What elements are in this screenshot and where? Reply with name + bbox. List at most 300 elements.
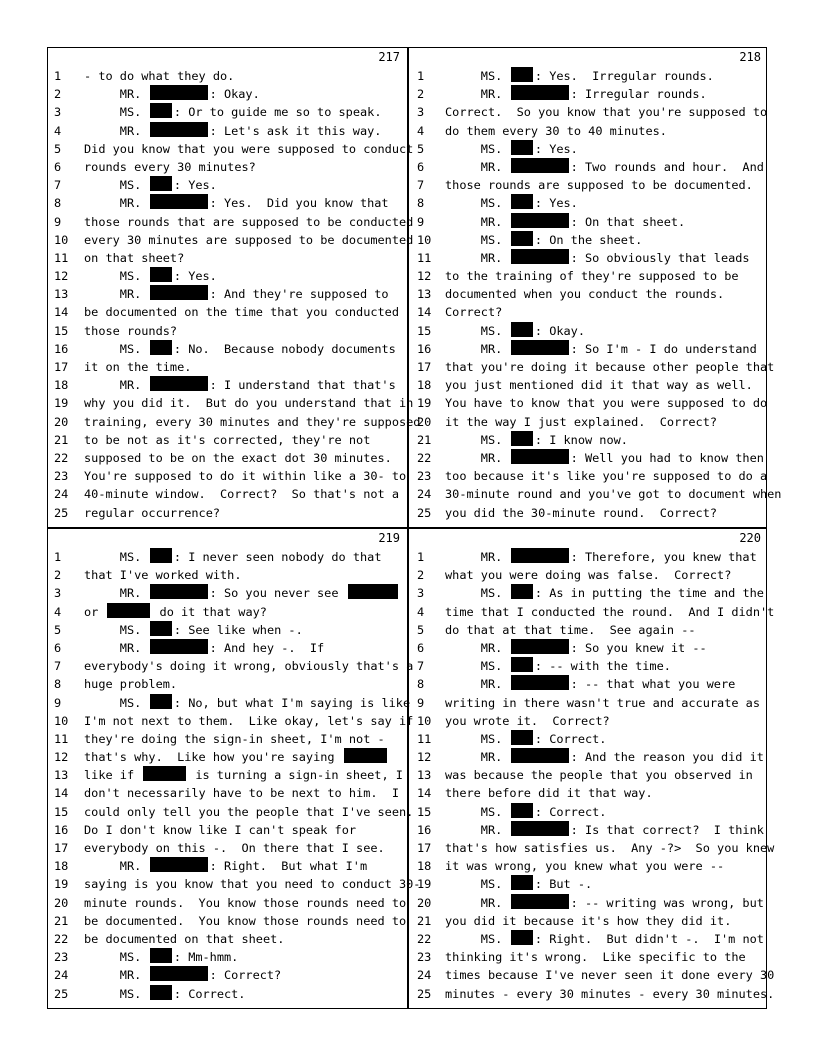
line-text: MR. : -- writing was wrong, but [445, 895, 764, 910]
line-number: 5 [54, 141, 62, 156]
redaction-box [511, 158, 568, 173]
transcript-line [409, 748, 767, 766]
transcript-line [409, 231, 767, 249]
redaction-box [511, 67, 532, 82]
line-text: You have to know that you were supposed to do [445, 396, 768, 411]
line-number: 9 [54, 695, 62, 710]
line-number: 4 [54, 604, 62, 619]
line-text: Do I don't know like I can't speak for [84, 822, 357, 837]
line-text: MR. : And hey -. If [84, 640, 325, 655]
transcript-line [409, 803, 767, 821]
line-number: 6 [417, 640, 425, 655]
line-number: 23 [417, 950, 432, 965]
transcript-line [48, 85, 406, 103]
line-number: 1 [417, 550, 425, 564]
line-text: rounds every 30 minutes? [84, 159, 256, 174]
line-text: you did it because it's how they did it. [445, 913, 732, 928]
transcript-line [48, 748, 406, 766]
line-text: training, every 30 minutes and they're supposed [84, 414, 421, 429]
transcript-line [48, 467, 406, 485]
page-217 [48, 48, 421, 528]
line-number: 24 [54, 487, 69, 502]
line-text: MS. : Yes. [445, 196, 578, 211]
line-text: MS. : Correct. [445, 731, 607, 746]
line-number: 14 [54, 305, 69, 320]
redaction-box [150, 621, 171, 636]
line-number: 11 [54, 731, 69, 746]
redaction-box [511, 875, 532, 890]
transcript-line [409, 821, 767, 839]
line-number: 8 [417, 677, 425, 692]
line-number: 7 [54, 659, 62, 674]
line-number: 7 [417, 178, 425, 193]
line-number: 3 [417, 586, 425, 601]
transcript-line [48, 504, 406, 522]
transcript-line [48, 548, 406, 566]
line-number: 19 [417, 396, 432, 411]
transcript-line [48, 621, 406, 639]
line-number: 8 [54, 677, 62, 692]
redaction-box [150, 103, 171, 118]
redaction-box [150, 376, 207, 391]
line-number: 23 [54, 950, 69, 965]
line-text: MS. : Correct. [84, 986, 246, 1001]
line-number: 14 [54, 786, 69, 801]
line-text: MS. : Okay. [445, 323, 585, 338]
transcript-line [48, 584, 406, 602]
line-text: writing in there wasn't true and accurate as [445, 695, 760, 710]
transcript-line [48, 985, 406, 1003]
transcript-line [48, 603, 406, 621]
line-number: 10 [54, 232, 69, 247]
line-text: MS. : I know now. [445, 432, 628, 447]
transcript-line [409, 303, 767, 321]
line-number: 19 [54, 877, 69, 892]
line-number: 23 [417, 469, 432, 484]
transcript-line [409, 67, 767, 85]
transcript-line [409, 694, 767, 712]
transcript-sheet [47, 47, 782, 1009]
line-number: 22 [417, 931, 432, 946]
transcript-line [409, 948, 767, 966]
line-text: what you were doing was false. Correct? [445, 568, 732, 583]
transcript-line [409, 930, 767, 948]
line-text: MR. : Right. But what I'm [84, 859, 368, 874]
line-number: 15 [417, 323, 432, 338]
line-number: 3 [417, 105, 425, 120]
line-number: 8 [417, 196, 425, 211]
transcript-line [48, 103, 406, 121]
line-text: saying is you know that you need to conduct 30- [84, 877, 421, 892]
transcript-line [409, 431, 767, 449]
transcript-line [48, 875, 421, 893]
line-text: 30-minute round and you've got to document when [445, 487, 782, 502]
line-number: 15 [417, 804, 432, 819]
line-number: 6 [54, 640, 62, 655]
transcript-line [48, 303, 406, 321]
page-number: 220 [739, 531, 761, 545]
transcript-line [48, 675, 406, 693]
line-text: everybody on this -. On there that I see. [84, 841, 385, 855]
redaction-box [511, 231, 532, 246]
line-number: 12 [417, 269, 432, 284]
transcript-line [48, 358, 406, 376]
line-text: MR. : Therefore, you knew that [445, 550, 757, 564]
line-text: MR. : So you knew it -- [445, 640, 707, 655]
line-text: MS. : I never seen nobody do that [84, 550, 382, 564]
transcript-line [48, 394, 414, 412]
line-number: 13 [417, 768, 432, 783]
transcript-line [409, 376, 767, 394]
line-number: 20 [54, 414, 69, 429]
line-number: 16 [417, 822, 432, 837]
transcript-line [48, 322, 406, 340]
transcript-lines [48, 548, 421, 1003]
line-text: Correct? [445, 305, 503, 320]
transcript-line [48, 194, 406, 212]
transcript-line [48, 839, 406, 857]
line-text: there before did it that way. [445, 786, 653, 801]
line-text: MS. : As in putting the time and the [445, 586, 764, 601]
transcript-line [48, 948, 406, 966]
line-number: 18 [54, 378, 69, 393]
line-number: 4 [417, 123, 425, 138]
line-text: MR. : Yes. Did you know that [84, 196, 389, 211]
transcript-line [409, 485, 782, 503]
transcript-line [409, 912, 767, 930]
line-number: 1 [54, 69, 62, 83]
line-number: 19 [417, 877, 432, 892]
line-text: you wrote it. Correct? [445, 713, 610, 728]
line-text: MR. : Correct? [84, 968, 282, 983]
line-text: MR. : And the reason you did it [445, 750, 764, 765]
line-text: it on the time. [84, 360, 192, 374]
redaction-box [150, 194, 207, 209]
line-number: 21 [54, 913, 69, 928]
line-text: supposed to be on the exact dot 30 minutes. [84, 450, 392, 465]
transcript-line [48, 413, 421, 431]
line-number: 5 [417, 622, 425, 637]
transcript-line [48, 285, 406, 303]
line-number: 16 [417, 341, 432, 356]
line-number: 9 [54, 214, 62, 229]
line-text: MR. : Well you had to know then [445, 450, 764, 465]
line-number: 17 [417, 841, 432, 855]
redaction-box [150, 584, 207, 599]
transcript-line [48, 267, 406, 285]
line-text: that's why. Like how you're saying [84, 748, 389, 766]
transcript-line [409, 504, 767, 522]
line-text: do that at that time. See again -- [445, 622, 696, 637]
transcript-line [48, 694, 411, 712]
line-number: 20 [54, 895, 69, 910]
transcript-line [409, 712, 767, 730]
line-number: 10 [54, 713, 69, 728]
line-number: 22 [54, 931, 69, 946]
line-text: they're doing the sign-in sheet, I'm not - [84, 731, 385, 746]
transcript-line [409, 966, 775, 984]
redaction-box [150, 85, 207, 100]
line-text: Correct. So you know that you're supposed to [445, 105, 768, 120]
transcript-line [48, 766, 406, 784]
line-text: MR. : So you never see [84, 584, 400, 602]
transcript-line [409, 621, 767, 639]
redaction-box [511, 639, 568, 654]
line-number: 22 [417, 450, 432, 465]
line-number: 2 [417, 87, 425, 102]
line-number: 12 [54, 750, 69, 765]
line-number: 14 [417, 786, 432, 801]
transcript-line [409, 603, 775, 621]
transcript-line [409, 449, 767, 467]
line-number: 20 [417, 414, 432, 429]
transcript-line [409, 839, 775, 857]
transcript-line [409, 213, 767, 231]
line-text: times because I've never seen it done every 30 [445, 968, 775, 983]
line-number: 13 [54, 287, 69, 302]
line-number: 17 [417, 360, 432, 374]
redaction-box [150, 340, 171, 355]
redaction-box [150, 985, 171, 1000]
line-text: regular occurrence? [84, 505, 221, 520]
line-text: MR. : -- that what you were [445, 677, 736, 692]
redaction-box [511, 85, 568, 100]
transcript-line [409, 358, 775, 376]
transcript-lines [48, 67, 421, 522]
line-text: why you did it. But do you understand that in [84, 396, 414, 411]
redaction-box [511, 548, 568, 563]
transcript-lines [409, 548, 775, 1003]
transcript-line [409, 766, 767, 784]
transcript-line [409, 285, 767, 303]
line-text: every 30 minutes are supposed to be documented [84, 232, 414, 247]
line-number: 11 [417, 250, 432, 265]
redaction-box [511, 322, 532, 337]
line-text: MR. : Okay. [84, 87, 260, 102]
transcript-line [409, 584, 767, 602]
transcript-line [48, 566, 406, 584]
line-number: 25 [417, 505, 432, 520]
line-text: be documented on the time that you conducted [84, 305, 399, 320]
line-text: it was wrong, you knew what you were -- [445, 859, 725, 874]
transcript-line [409, 548, 767, 566]
line-text: you did the 30-minute round. Correct? [445, 505, 718, 520]
redaction-box [150, 122, 207, 137]
line-text: MS. : Yes. [445, 141, 578, 156]
line-text: MS. : No, but what I'm saying is like [84, 695, 411, 710]
line-text: MS. : Yes. [84, 269, 217, 284]
page-220 [409, 529, 775, 1009]
transcript-line [48, 485, 406, 503]
line-text: - to do what they do. [84, 69, 235, 83]
line-number: 2 [54, 568, 62, 583]
line-text: MS. : Or to guide me so to speak. [84, 105, 382, 120]
redaction-box [511, 821, 568, 836]
transcript-line [48, 803, 414, 821]
transcript-line [48, 857, 406, 875]
line-text: those rounds? [84, 323, 178, 338]
line-number: 25 [54, 986, 69, 1001]
line-text: time that I conducted the round. And I didn't [445, 604, 775, 619]
transcript-line [409, 657, 767, 675]
line-text: Did you know that you were supposed to conduct [84, 141, 414, 156]
transcript-line [409, 639, 767, 657]
line-text: huge problem. [84, 677, 178, 692]
line-text: that you're doing it because other people that [445, 360, 775, 374]
line-text: MS. : On the sheet. [445, 232, 643, 247]
redaction-box [348, 584, 398, 599]
line-text: documented when you conduct the rounds. [445, 287, 725, 302]
line-number: 11 [54, 250, 69, 265]
line-number: 24 [417, 487, 432, 502]
transcript-line [48, 340, 406, 358]
redaction-box [150, 285, 207, 300]
page-number: 217 [378, 50, 400, 64]
redaction-box [511, 748, 568, 763]
line-text: don't necessarily have to be next to him. I [84, 786, 399, 801]
transcript-line [409, 158, 767, 176]
transcript-line [409, 894, 767, 912]
line-number: 11 [417, 731, 432, 746]
line-number: 18 [417, 378, 432, 393]
line-number: 7 [54, 178, 62, 193]
page-219 [48, 529, 421, 1009]
line-number: 12 [54, 269, 69, 284]
redaction-box [150, 694, 171, 709]
line-text: MR. : And they're supposed to [84, 287, 389, 302]
line-number: 20 [417, 895, 432, 910]
redaction-box [511, 584, 532, 599]
transcript-line [48, 912, 406, 930]
line-text: do them every 30 to 40 minutes. [445, 123, 667, 138]
transcript-line [48, 894, 406, 912]
line-number: 3 [54, 586, 62, 601]
line-number: 1 [417, 69, 425, 83]
line-text: MS. : Mm-hmm. [84, 950, 239, 965]
line-text: to the training of they're supposed to be [445, 269, 739, 284]
line-number: 17 [54, 841, 69, 855]
line-number: 6 [417, 159, 425, 174]
transcript-line [409, 122, 767, 140]
line-number: 15 [54, 804, 69, 819]
transcript-line [409, 413, 767, 431]
line-number: 15 [54, 323, 69, 338]
transcript-line [48, 966, 406, 984]
transcript-line [48, 249, 406, 267]
line-text: be documented on that sheet. [84, 931, 285, 946]
transcript-line [48, 449, 406, 467]
line-text: MR. : Two rounds and hour. And [445, 159, 764, 174]
line-text: could only tell you the people that I've seen. [84, 804, 414, 819]
line-number: 12 [417, 750, 432, 765]
line-number: 21 [54, 432, 69, 447]
line-number: 18 [417, 859, 432, 874]
transcript-line [48, 431, 406, 449]
transcript-line [48, 657, 414, 675]
line-number: 13 [54, 768, 69, 783]
transcript-line [409, 985, 775, 1003]
line-number: 10 [417, 232, 432, 247]
transcript-line [409, 194, 767, 212]
transcript-line [48, 158, 406, 176]
redaction-box [511, 213, 568, 228]
line-number: 17 [54, 360, 69, 374]
redaction-box [107, 603, 150, 618]
line-number: 24 [54, 968, 69, 983]
line-number: 21 [417, 432, 432, 447]
line-number: 6 [54, 159, 62, 174]
transcript-line [409, 249, 767, 267]
line-text: minute rounds. You know those rounds need to [84, 895, 407, 910]
transcript-line [48, 784, 406, 802]
transcript-line [409, 467, 767, 485]
line-number: 13 [417, 287, 432, 302]
redaction-box [511, 431, 532, 446]
transcript-line [409, 875, 767, 893]
line-text: MS. : But -. [445, 877, 593, 892]
redaction-box [511, 140, 532, 155]
transcript-line [48, 140, 414, 158]
line-number: 5 [54, 622, 62, 637]
line-text: minutes - every 30 minutes - every 30 minutes. [445, 986, 775, 1001]
transcript-line [48, 821, 406, 839]
transcript-line [48, 730, 406, 748]
line-text: MR. : I understand that that's [84, 378, 396, 393]
redaction-box [511, 249, 568, 264]
transcript-line [48, 122, 406, 140]
page-218 [409, 48, 782, 528]
line-text: MS. : Yes. Irregular rounds. [445, 69, 714, 83]
redaction-box [511, 675, 568, 690]
line-number: 10 [417, 713, 432, 728]
line-text: that I've worked with. [84, 568, 242, 583]
redaction-box [511, 803, 532, 818]
transcript-line [48, 712, 414, 730]
line-number: 8 [54, 196, 62, 211]
redaction-box [150, 548, 171, 563]
line-text: You're supposed to do it within like a 30- to [84, 469, 407, 484]
page-number: 219 [378, 531, 400, 545]
redaction-box [511, 657, 532, 672]
line-text: MS. : Yes. [84, 178, 217, 193]
line-text: too because it's like you're supposed to do a [445, 469, 768, 484]
line-text: those rounds that are supposed to be conducted [84, 214, 414, 229]
transcript-line [48, 639, 406, 657]
line-number: 25 [54, 505, 69, 520]
redaction-box [511, 449, 568, 464]
transcript-line [409, 85, 767, 103]
transcript-line [409, 140, 767, 158]
transcript-line [409, 322, 767, 340]
line-number: 9 [417, 695, 425, 710]
transcript-line [409, 675, 767, 693]
line-text: on that sheet? [84, 250, 185, 265]
transcript-line [409, 103, 767, 121]
redaction-box [511, 194, 532, 209]
line-text: it the way I just explained. Correct? [445, 414, 718, 429]
line-text: MS. : Correct. [445, 804, 607, 819]
transcript-line [48, 176, 406, 194]
redaction-box [150, 639, 207, 654]
line-number: 22 [54, 450, 69, 465]
transcript-line [48, 213, 414, 231]
redaction-box [150, 176, 171, 191]
transcript-line [409, 857, 767, 875]
line-text: MS. : Right. But didn't -. I'm not [445, 931, 764, 946]
line-number: 2 [417, 568, 425, 583]
transcript-line [48, 231, 414, 249]
line-text: 40-minute window. Correct? So that's not a [84, 487, 399, 502]
